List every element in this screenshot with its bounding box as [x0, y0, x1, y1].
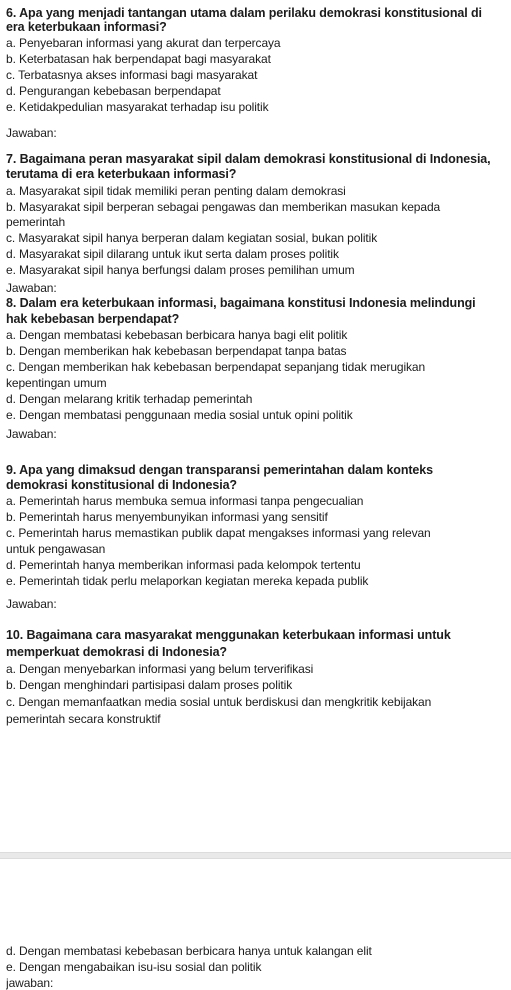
question-8-option-d: d. Dengan melarang kritik terhadap pemerintah [6, 392, 253, 406]
question-7-title-line-2: terutama di era keterbukaan informasi? [6, 167, 237, 181]
question-10-answer-label: jawaban: [6, 976, 54, 990]
question-7-option-d: d. Masyarakat sipil dilarang untuk ikut serta dalam proses politik [6, 247, 339, 261]
question-10-option-e: e. Dengan mengabaikan isu-isu sosial dan politik [6, 960, 262, 974]
question-6-option-d: d. Pengurangan kebebasan berpendapat [6, 84, 221, 98]
question-8-title-line-2: hak kebebasan berpendapat? [6, 312, 180, 326]
question-9-option-e: e. Pemerintah tidak perlu melaporkan kegiatan mereka kepada publik [6, 574, 369, 588]
question-6-option-b: b. Keterbatasan hak berpendapat bagi masyarakat [6, 52, 271, 66]
question-10-title-line-1: 10. Bagaimana cara masyarakat menggunakan keterbukaan informasi untuk [6, 628, 451, 642]
question-10-title-line-2: memperkuat demokrasi di Indonesia? [6, 645, 227, 659]
question-7-option-a: a. Masyarakat sipil tidak memiliki peran penting dalam demokrasi [6, 184, 346, 198]
question-7-title-line-1: 7. Bagaimana peran masyarakat sipil dalam demokrasi konstitusional di Indonesia, [6, 152, 491, 166]
question-8-option-a: a. Dengan membatasi kebebasan berbicara hanya bagi elit politik [6, 328, 348, 342]
page-divider [0, 852, 511, 859]
question-10-option-a: a. Dengan menyebarkan informasi yang belum terverifikasi [6, 662, 314, 676]
question-10-option-c-cont: pemerintah secara konstruktif [6, 712, 161, 726]
question-7-option-b: b. Masyarakat sipil berperan sebagai pengawas dan memberikan masukan kepada [6, 200, 441, 214]
question-7-option-b-cont: pemerintah [6, 215, 66, 229]
question-6-option-c: c. Terbatasnya akses informasi bagi masyarakat [6, 68, 258, 82]
question-8-option-e: e. Dengan membatasi penggunaan media sosial untuk opini politik [6, 408, 353, 422]
question-6-answer-label: Jawaban: [6, 126, 57, 140]
question-8-option-c-cont: kepentingan umum [6, 376, 107, 390]
question-10-option-b: b. Dengan menghindari partisipasi dalam proses politik [6, 678, 293, 692]
question-9-option-a: a. Pemerintah harus membuka semua informasi tanpa pengecualian [6, 494, 364, 508]
question-8-option-c: c. Dengan memberikan hak kebebasan berpendapat sepanjang tidak merugikan [6, 360, 426, 374]
question-9-title-line-2: demokrasi konstitusional di Indonesia? [6, 478, 237, 492]
question-8-title-line-1: 8. Dalam era keterbukaan informasi, bagaimana konstitusi Indonesia melindungi [6, 296, 476, 310]
question-7-answer-label: Jawaban: [6, 281, 57, 295]
question-8-answer-label: Jawaban: [6, 427, 57, 441]
question-6-option-e: e. Ketidakpedulian masyarakat terhadap isu politik [6, 100, 269, 114]
question-9-option-c: c. Pemerintah harus memastikan publik dapat mengakses informasi yang relevan [6, 526, 431, 540]
question-6-option-a: a. Penyebaran informasi yang akurat dan terpercaya [6, 36, 281, 50]
question-9-option-d: d. Pemerintah hanya memberikan informasi pada kelompok tertentu [6, 558, 361, 572]
question-9-option-b: b. Pemerintah harus menyembunyikan informasi yang sensitif [6, 510, 328, 524]
question-10-option-c: c. Dengan memanfaatkan media sosial untuk berdiskusi dan mengkritik kebijakan [6, 695, 432, 709]
question-7-option-c: c. Masyarakat sipil hanya berperan dalam kegiatan sosial, bukan politik [6, 231, 378, 245]
question-7-option-e: e. Masyarakat sipil hanya berfungsi dalam proses pemilihan umum [6, 263, 355, 277]
question-6-title-line-2: era keterbukaan informasi? [6, 20, 167, 34]
question-9-answer-label: Jawaban: [6, 597, 57, 611]
question-6-title-line-1: 6. Apa yang menjadi tantangan utama dalam perilaku demokrasi konstitusional di [6, 6, 482, 20]
question-10-option-d: d. Dengan membatasi kebebasan berbicara hanya untuk kalangan elit [6, 944, 372, 958]
question-8-option-b: b. Dengan memberikan hak kebebasan berpendapat tanpa batas [6, 344, 347, 358]
question-9-title-line-1: 9. Apa yang dimaksud dengan transparansi pemerintahan dalam konteks [6, 463, 433, 477]
question-9-option-c-cont: untuk pengawasan [6, 542, 106, 556]
